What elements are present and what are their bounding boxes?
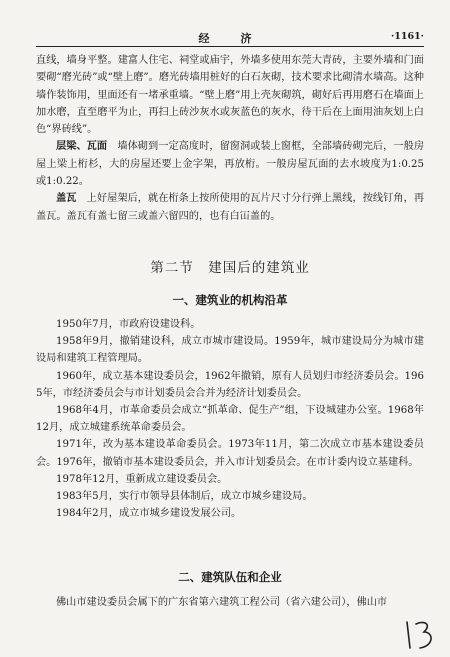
header-title: 经 济 — [198, 32, 262, 45]
list-item: 1971年，改为基本建设革命委员会。1973年11月，第二次成立市基本建设委员会。1976年，撤销市基本建设委员会，并入市计划委员会。在市计委内设立基建科。 — [36, 439, 424, 468]
subsection-heading-1: 一、建筑业的机构沿革 — [172, 293, 288, 307]
document-page — [36, 0, 424, 657]
list-item: 1968年4月，市革命委员会成立“抓革命、促生产”组，下设城建办公室。1968年12月，成立城建系统革命委员会。 — [36, 405, 424, 434]
running-header — [36, 30, 424, 47]
paragraph-wall-finishing: 直线，墙身平整。建富人住宅、祠堂或庙宇，外墙多使用东莞大青砖，主要外墙和门面要砌“磨光砖”或“壁上磨”。磨光砖墙用桩好的白石灰砌，技术要求比砌清水墙高。这种墙作装饰用，里面还有一堵承重墙。“壁上磨”用上壳灰砌筑，砌好后再用磨石在墙面上加水磨，直至磨平为止，再扫上砖沙灰水或灰蓝色的灰水，待干后在上面用油灰划上白色“界砖线”。 — [36, 55, 424, 136]
list-item: 1950年7月，市政府设建设科。 — [56, 319, 201, 330]
subsection-2-text — [36, 594, 424, 611]
page-number: ·1161· — [390, 31, 424, 42]
text-roof-tiles: 上好屋架后，就在桁条上按所使用的瓦片尺寸分行弹上黑线，按线钉角，再盖瓦。盖瓦有盖七留三或盖六留四的，也有白冚盖的。 — [36, 193, 425, 222]
intro-text — [36, 52, 424, 225]
term-beams-roof: 层梁、瓦面 — [56, 141, 108, 153]
chronology-list — [36, 316, 424, 522]
list-item: 1978年12月，重新成立建设委员会。 — [56, 473, 228, 485]
section-heading: 第二节 建国后的建筑业 — [150, 260, 310, 276]
list-item: 1958年9月，撤销建设科，成立市城市建设局。1959年，城市建设局分为城市建设局和建筑工程管理局。 — [36, 336, 424, 365]
list-item: 1984年2月，成立市城乡建设发展公司。 — [56, 508, 242, 520]
handwritten-page-mark — [402, 618, 438, 652]
text-beams-roof: 墙体砌到一定高度时，留窗洞或装上窗框，全部墙砖砌完后，一般房屋上梁上桁杉，大的房屋还要上金字架，再放桁。一般房屋瓦面的去水坡度为1:0.25或1:0.22。 — [36, 141, 425, 188]
list-item: 1960年，成立基本建设委员会，1962年撤销，原有人员划归市经济委员会。1965年，市经济委员会与市计划委员会合并为经济计划委员会。 — [36, 370, 424, 399]
term-roof-tiles: 盖瓦 — [56, 193, 77, 205]
paragraph-companies: 佛山市建设委员会属下的广东省第六建筑工程公司（省六建公司），佛山市 — [56, 597, 388, 608]
subsection-heading-2: 二、建筑队伍和企业 — [178, 570, 282, 584]
paragraph-beams-roof — [36, 138, 424, 190]
paragraph-roof-tiles — [36, 190, 424, 225]
list-item: 1983年5月，实行市领导县体制后，成立市城乡建设局。 — [56, 491, 313, 503]
